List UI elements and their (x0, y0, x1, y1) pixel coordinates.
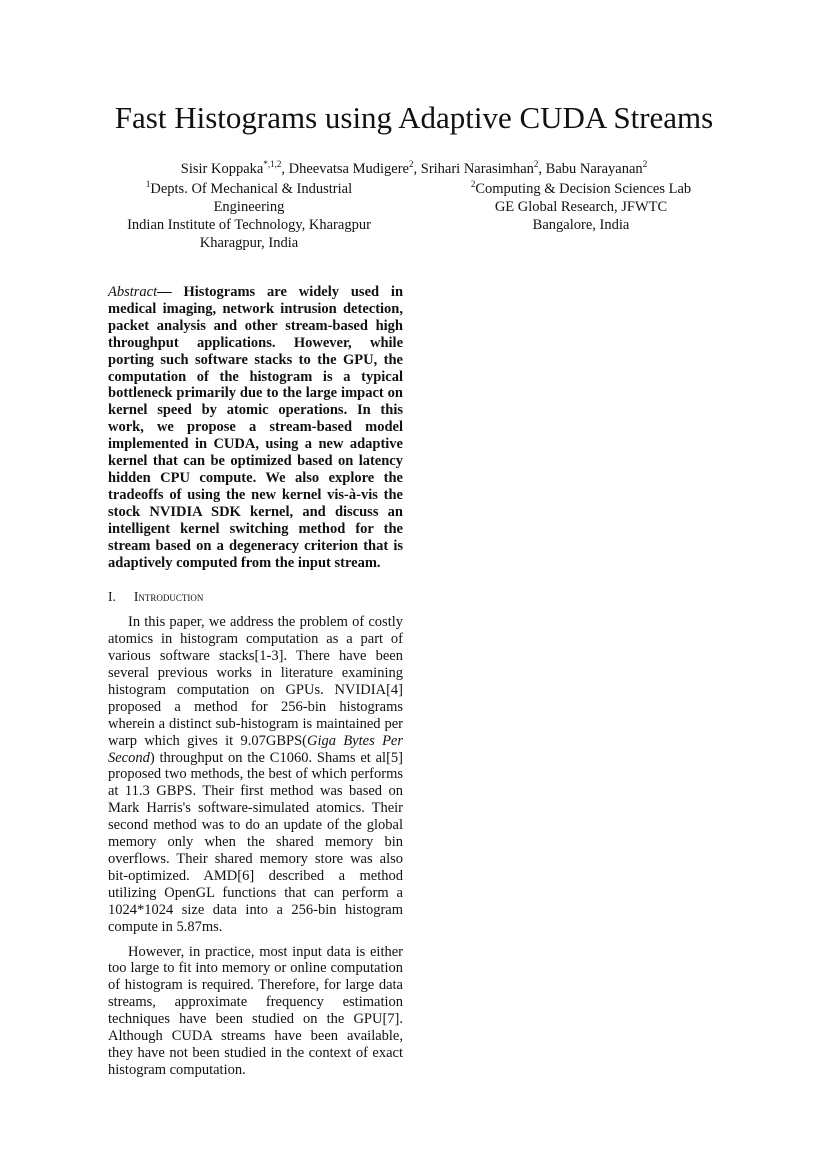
author-affil-marker: 2 (409, 159, 414, 170)
intro-paragraph-2: However, in practice, most input data is either too large to fit into memory or online computation of histogram is required. Therefore, for large data streams, approximate frequency estimation techniques have been studied on the GPU[7]. Although CUDA streams have been available, they have not been studied in the context of exact histogram computation. (108, 943, 403, 1078)
author-name: Srihari Narasimhan (420, 161, 534, 177)
abstract: Abstract— Histograms are widely used in medical imaging, network intrusion detection, packet analysis and other stream-based high throughput applications. However, while porting such software stacks to the GPU, the computation of the histogram is a typical bottleneck primarily due to the large impact on kernel speed by atomic operations. In this work, we propose a stream-based model implemented in CUDA, using a new adaptive kernel that can be optimized based on latency hidden CPU compute. We also explore the tradeoffs of using the new kernel vis-à-vis the stock NVIDIA SDK kernel, and discuss an intelligent kernel switching method for the stream based on a degeneracy criterion that is adaptively computed from the input stream. (108, 284, 404, 571)
intro-paragraph-1: In this paper, we address the problem of costly atomics in histogram computation as a part of various software stacks[1-3]. There have been several previous works in literature examining histogram computation on GPUs. NVIDIA[4] proposed a method for 256-bin histograms wherein a distinct sub-histogram is maintained per warp which gives it 9.07GBPS(Giga Bytes Per Second) throughput on the C1060. Shams et al[5] proposed two methods, the best of which performs at 11.3 GBPS. Their first method was based on Mark Harris's software-simulated atomics. Their second method was to do an update of the global memory only when the shared memory bin overflows. Their shared memory store was also bit-optimized. AMD[6] described a method utilizing OpenGL functions that can perform a 1024*1024 size data into a 256-bin histogram compute in 5.87ms. (108, 614, 404, 935)
affiliation-2: $^2$Computing & Decision Sciences Lab GE Global Research, JFWTC Bangalore, India (470, 179, 692, 233)
left-column (108, 284, 403, 1079)
author-name: Dheevatsa Mudigere (288, 161, 409, 177)
abstract-label: Abstract (108, 284, 158, 300)
author-name: Sisir Koppaka (180, 161, 264, 177)
abstract-text: Histograms are widely used in medical imaging, network intrusion detection, packet analysis and other stream-based high throughput applications. However, while porting such software stacks to the GPU, the computation of the histogram is a typical bottleneck primarily due to the large impact on kernel speed by atomic operations. In this work, we propose a stream-based model implemented in CUDA, using a new adaptive kernel that can be optimized based on latency hidden CPU compute. We also explore the tradeoffs of using the new kernel vis-à-vis the stock NVIDIA SDK kernel, and discuss an intelligent kernel switching method for the stream based on a degeneracy criterion that is adaptively computed from the input stream. (108, 284, 404, 571)
affiliation-1: $^1$Depts. Of Mechanical & Industrial Engineering Indian Institute of Technology, Kharagpur Kharagpur, India (127, 179, 371, 251)
author-affil-marker: 2 (533, 159, 539, 170)
paper-title: Fast Histograms using Adaptive CUDA Streams (114, 100, 714, 135)
author-name: Babu Narayanan (545, 161, 643, 177)
author-affil-marker: 2 (642, 159, 648, 170)
author-affil-marker: *,1,2 (263, 159, 282, 170)
author-line: Sisir Koppaka$^{*,1,2}$, Dheevatsa Mudigere$^2$, Srihari Narasimhan$^2$, Babu Narayanan$^2$ (180, 159, 648, 177)
section-heading-introduction: I. Introduction (108, 589, 204, 605)
